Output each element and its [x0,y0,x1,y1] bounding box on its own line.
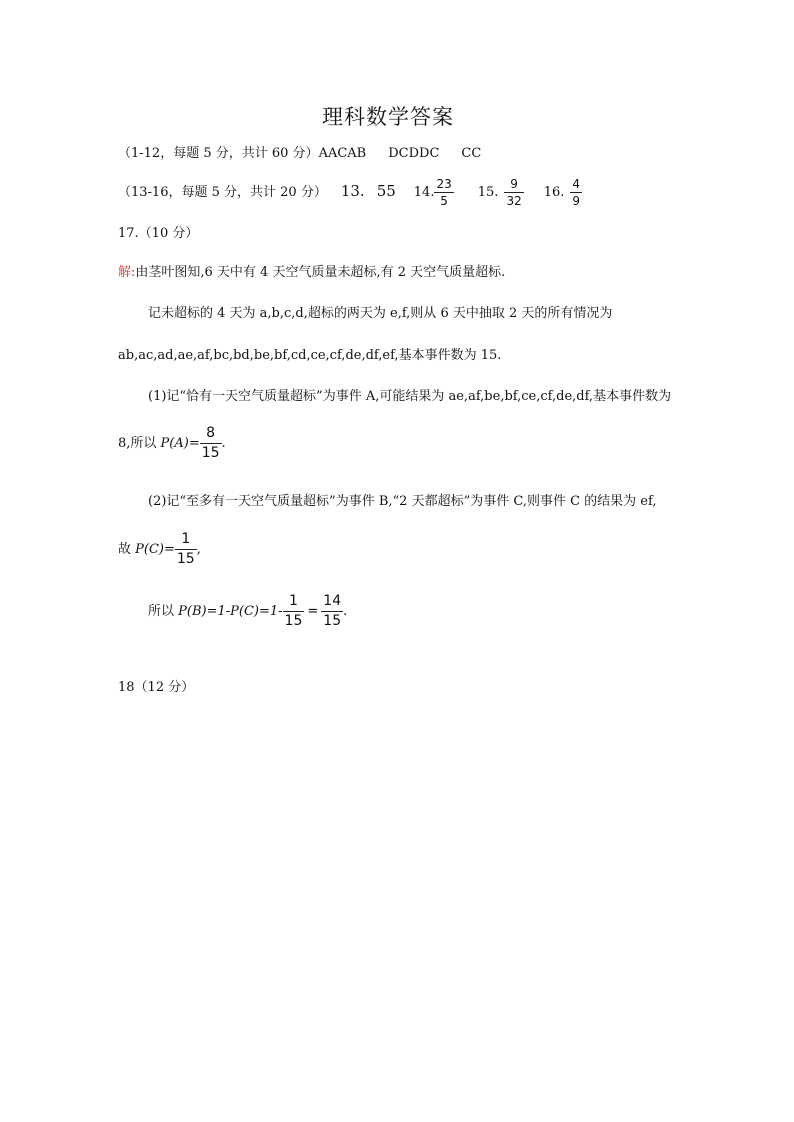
q17-part-1-result [118,424,226,464]
q13-answer: 55 [376,182,396,200]
pa-denominator: 15 [201,445,220,461]
pa-numerator: 8 [200,425,222,444]
mc-group-1: AACAB [318,146,367,161]
pc-numerator: 1 [175,531,197,550]
mc-group-3: CC [461,146,482,161]
pc-fraction [175,531,197,568]
q17-intro: 由茎叶图知,6 天中有 4 天空气质量未超标,有 2 天空气质量超标. [135,265,506,280]
solution-label: 解: [118,265,136,280]
q17-part-1: (1)记“恰有一天空气质量超标”为事件 A,可能结果为 ae,af,be,bf,ce,cf,de,df,基本事件数为 [148,389,672,404]
q18-heading: 18（12 分） [118,680,195,695]
q15-label: 15. [477,185,499,200]
page-title: 理科数学答案 [322,105,454,129]
part1-prefix: 8,所以 [118,436,161,451]
part1-end: . [221,436,226,451]
pb-denominator-1: 15 [284,613,303,629]
pb-fraction-1 [283,593,305,630]
pb-numerator-1: 1 [283,593,305,612]
part2-prefix: 故 [118,542,136,557]
q13-label: 13. [340,182,365,200]
pc-expression: P(C)= [135,542,175,557]
q15-denominator: 32 [506,194,522,208]
equals-sign: = [307,604,319,619]
q16-fraction [570,177,582,208]
part2-end: , [196,542,201,557]
pb-denominator-2: 15 [323,613,342,629]
q14-denominator: 5 [440,194,448,208]
q17-para-2: ab,ac,ad,ae,af,bc,bd,be,bf,cd,ce,cf,de,df,ef,基本事件数为 15. [118,348,502,363]
q16-denominator: 9 [572,194,581,208]
pb-fraction-2 [321,593,343,630]
pa-expression: P(A)= [160,436,200,451]
q14-numerator: 23 [436,177,452,191]
q17-part-2: (2)记“至多有一天空气质量超标”为事件 B,“2 天都超标”为事件 C,则事件 C 的结果为 ef, [148,494,657,509]
pb-numerator-2: 14 [321,593,343,612]
pb-expression: P(B)=1-P(C)=1- [178,604,283,619]
q17-part-2-result [118,530,201,570]
q16-numerator: 4 [572,177,581,191]
q17-part-3-result [148,592,347,632]
pc-denominator: 15 [176,551,195,567]
q17-heading: 17.（10 分） [118,226,199,241]
q17-intro-line [118,264,505,282]
q14-fraction [434,177,453,208]
q17-para-1: 记未超标的 4 天为 a,b,c,d,超标的两天为 e,f,则从 6 天中抽取 2 天的所有情况为 [148,306,613,321]
part3-prefix: 所以 [148,604,179,619]
part3-end: . [343,604,348,619]
fill-answers-line [118,174,582,210]
q14-label: 14. [413,185,435,200]
pa-fraction [200,425,222,462]
mc-answers-line [118,145,481,163]
mc-group-2: DCDDC [388,146,440,161]
q15-numerator: 9 [504,177,523,193]
fill-label: （13-16，每题 5 分，共计 20 分） [118,185,327,200]
q15-fraction [504,177,523,208]
mc-label: （1-12，每题 5 分，共计 60 分） [118,146,319,161]
q16-label: 16. [543,185,565,200]
